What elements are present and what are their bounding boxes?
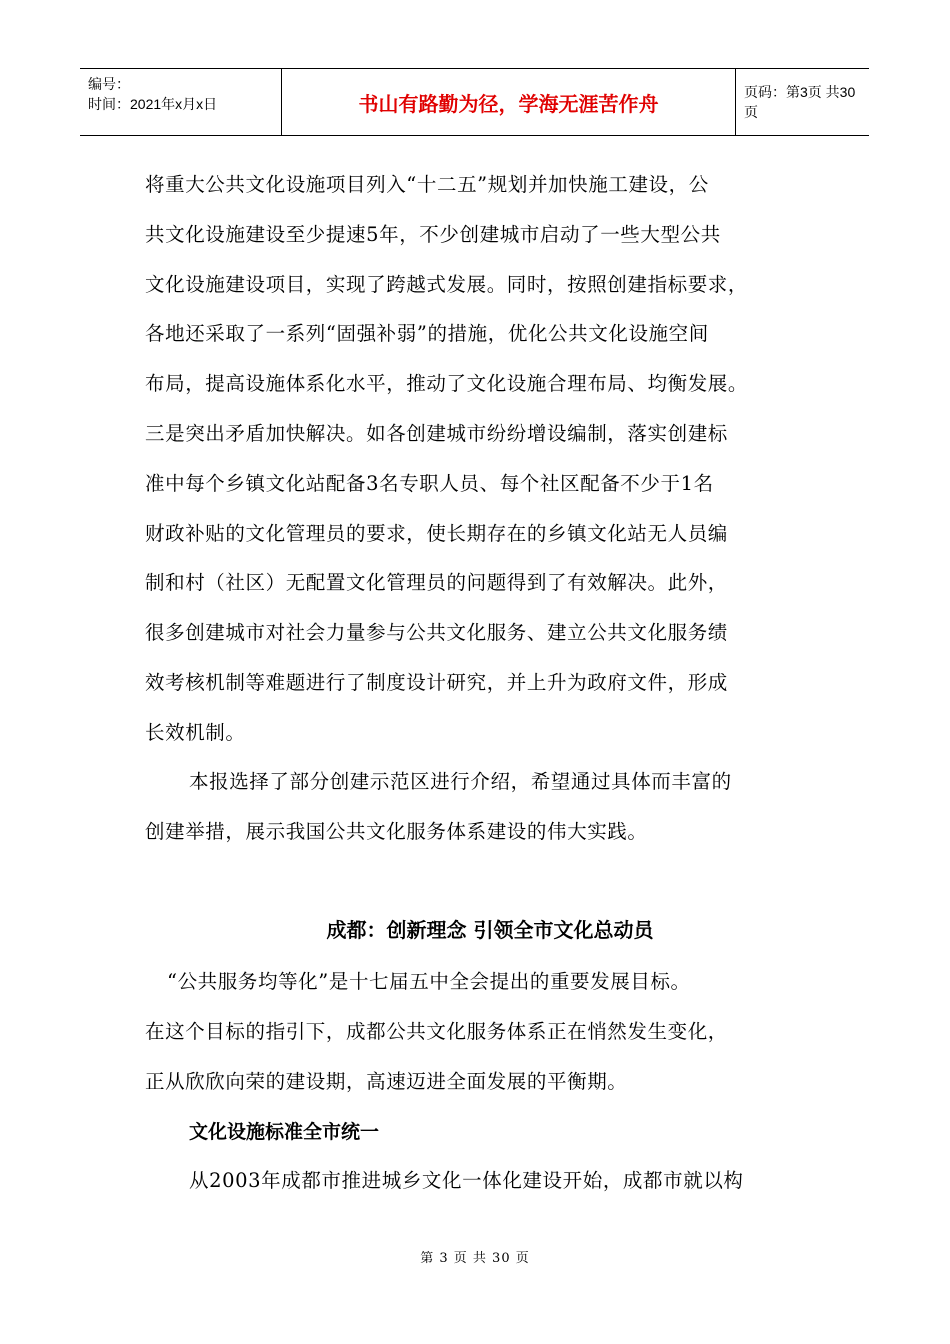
doc-date-label: 时间：2021年x月x日 xyxy=(88,96,218,112)
text-line: 创建举措，展示我国公共文化服务体系建设的伟大实践。 xyxy=(145,819,648,843)
text-line: 文化设施建设项目，实现了跨越式发展。同时，按照创建指标要求， xyxy=(145,272,749,296)
text-line: 三是突出矛盾加快解决。如各创建城市纷纷增设编制，落实创建标 xyxy=(145,421,728,445)
text-line: 效考核机制等难题进行了制度设计研究，并上升为政府文件，形成 xyxy=(145,670,728,694)
header-motto: 书山有路勤为径，学海无涯苦作舟 xyxy=(282,69,736,135)
header-table xyxy=(80,68,869,136)
text-line: 准中每个乡镇文化站配备3名专职人员、每个社区配备不少于1名 xyxy=(145,471,714,495)
text-line: 将重大公共文化设施项目列入“十二五”规划并加快施工建设，公 xyxy=(145,173,709,196)
text-line: 共文化设施建设至少提速5年，不少创建城市启动了一些大型公共 xyxy=(145,222,721,246)
header-page-label: 页码：第3页 共30页 xyxy=(744,84,856,120)
text-line: 本报选择了部分创建示范区进行介绍，希望通过具体而丰富的 xyxy=(189,770,732,793)
text-line: 正从欣欣向荣的建设期，高速迈进全面发展的平衡期。 xyxy=(145,1069,628,1093)
text-line: 布局，提高设施体系化水平，推动了文化设施合理布局、均衡发展。 xyxy=(145,372,749,396)
text-line: 各地还采取了一系列“固强补弱”的措施，优化公共文化设施空间 xyxy=(145,322,709,346)
text-line: 在这个目标的指引下，成都公共文化服务体系正在悄然发生变化， xyxy=(145,1019,728,1043)
header-meta xyxy=(80,69,282,135)
page-footer: 第 3 页 共 30 页 xyxy=(420,1251,530,1266)
paragraph-block-4 xyxy=(145,1156,815,1206)
text-line: “公共服务均等化”是十七届五中全会提出的重要发展目标。 xyxy=(167,970,691,993)
doc-number-label: 编号： xyxy=(88,76,130,92)
text-line: 从2003年成都市推进城乡文化一体化建设开始，成都市就以构 xyxy=(189,1169,744,1192)
section-heading: 成都：创新理念 引领全市文化总动员 xyxy=(326,918,654,942)
text-line: 制和村（社区）无配置文化管理员的问题得到了有效解决。此外， xyxy=(145,571,728,595)
paragraph-block-1 xyxy=(145,160,815,758)
text-line: 长效机制。 xyxy=(145,720,246,744)
text-line: 很多创建城市对社会力量参与公共文化服务、建立公共文化服务绩 xyxy=(145,621,728,645)
paragraph-block-3 xyxy=(145,957,815,1106)
paragraph-block-2 xyxy=(145,757,815,857)
subsection-heading: 文化设施标准全市统一 xyxy=(189,1121,380,1143)
text-line: 财政补贴的文化管理员的要求，使长期存在的乡镇文化站无人员编 xyxy=(145,521,728,545)
